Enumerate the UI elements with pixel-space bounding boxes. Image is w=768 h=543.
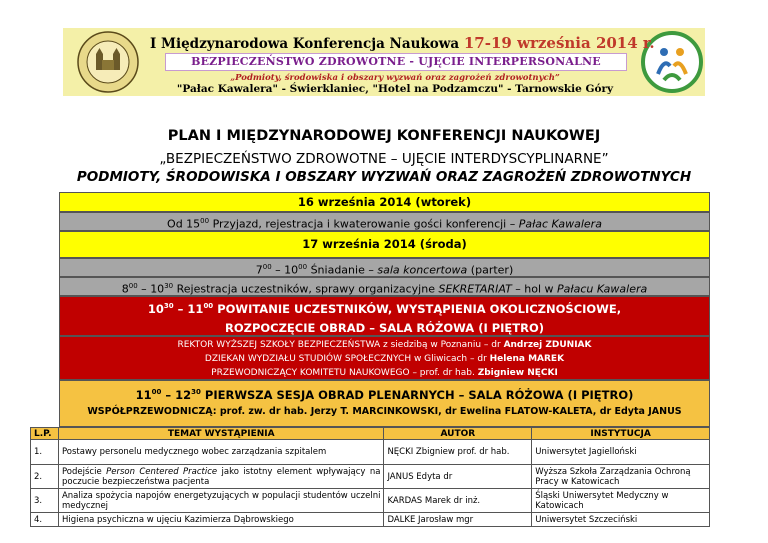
banner-title bbox=[150, 34, 655, 52]
session1-bar bbox=[59, 380, 710, 427]
row-number: 2. bbox=[31, 465, 59, 489]
guest-rector-role: REKTOR WYŻSZEJ SZKOŁY BEZPIECZEŃSTWA z siedzibą w Poznaniu – dr bbox=[177, 340, 504, 350]
row-author: KARDAS Marek dr inż. bbox=[384, 489, 532, 513]
plan-title: PLAN I MIĘDZYNARODOWEJ KONFERENCJI NAUKOWEJ bbox=[167, 128, 601, 144]
opening-start-hour: 10 bbox=[147, 301, 164, 316]
col-header-no: L.P. bbox=[31, 428, 59, 440]
breakfast-end-hour: 10 bbox=[284, 263, 299, 277]
breakfast-start-min: 00 bbox=[262, 263, 272, 271]
row-topic-part: jako istotny element wpływający na poczucie bezpieczeństwa pacjenta bbox=[61, 466, 381, 487]
row-topic: Higiena psychiczna w ujęciu Kazimierza Dąbrowskiego bbox=[58, 513, 383, 527]
session1-sep: – bbox=[161, 387, 176, 402]
breakfast-bar bbox=[59, 258, 710, 277]
arrival-minutes: 00 bbox=[200, 217, 210, 225]
reg-start-hour: 8 bbox=[121, 282, 129, 296]
row-topic: Analiza spożycia napojów energetyzujących w populacji studentów uczelni medycznej bbox=[58, 489, 383, 513]
guest-dean bbox=[60, 352, 709, 366]
banner-venue: "Pałac Kawalera" - Świerklaniec, "Hotel na Podzamczu" - Tarnowskie Góry bbox=[176, 83, 614, 95]
row-number: 1. bbox=[31, 440, 59, 465]
arrival-hour: Od 15 bbox=[167, 217, 201, 231]
opening-guests-bar bbox=[59, 336, 710, 380]
opening-end-hour: 11 bbox=[187, 301, 204, 316]
row-number: 3. bbox=[31, 489, 59, 513]
day2-date-bar bbox=[59, 231, 710, 258]
col-header-topic: TEMAT WYSTĄPIENIA bbox=[58, 428, 383, 440]
opening-start-min: 30 bbox=[163, 302, 174, 310]
banner-subtitle: BEZPIECZEŃSTWO ZDROWOTNE - UJĘCIE INTERPERSONALNE bbox=[191, 55, 601, 68]
col-header-author: AUTOR bbox=[384, 428, 532, 440]
guest-chair bbox=[60, 366, 709, 380]
day1-date: 16 września 2014 (wtorek) bbox=[297, 195, 472, 209]
row-institution: Śląski Uniwersytet Medyczny w Katowicach bbox=[532, 489, 710, 513]
guest-rector-name: Andrzej ZDUNIAK bbox=[503, 340, 592, 350]
breakfast-end-min: 00 bbox=[298, 263, 308, 271]
banner-subtitle-box bbox=[165, 53, 627, 71]
reg-secretariat: SEKRETARIAT bbox=[438, 282, 512, 296]
guest-dean-role: DZIEKAN WYDZIAŁU STUDIÓW SPOŁECZNYCH w Gliwicach – dr bbox=[204, 354, 490, 364]
breakfast-place: sala koncertowa bbox=[377, 263, 468, 277]
opening-sep: – bbox=[173, 301, 188, 316]
guest-dean-name: Helena MAREK bbox=[489, 354, 565, 364]
presentations-table bbox=[30, 427, 710, 527]
session1-title: PIERWSZA SESJA OBRAD PLENARNYCH – SALA RÓŻOWA (I PIĘTRO) bbox=[200, 387, 634, 402]
day1-arrival-bar bbox=[59, 212, 710, 231]
opening-title-2: ROZPOCZĘCIE OBRAD – SALA RÓŻOWA (I PIĘTRO) bbox=[224, 320, 545, 335]
opening-line1 bbox=[60, 297, 709, 319]
guest-rector bbox=[60, 338, 709, 352]
breakfast-floor: (parter) bbox=[467, 263, 514, 277]
arrival-place: Pałac Kawalera bbox=[518, 217, 602, 231]
breakfast-text: Śniadanie – bbox=[307, 263, 378, 277]
plan-subtitle: „BEZPIECZEŃSTWO ZDROWOTNE – UJĘCIE INTERDYSCYPLINARNE” bbox=[159, 151, 609, 167]
opening-bar bbox=[59, 296, 710, 336]
banner-quote: „Podmioty, środowiska i obszary wyzwań oraz zagrożeń zdrowotnych” bbox=[230, 73, 560, 83]
reg-tail: – hol w bbox=[511, 282, 558, 296]
banner-title-dates: 17-19 września 2014 r. bbox=[463, 34, 655, 52]
session1-title-line bbox=[60, 383, 709, 404]
row-number: 4. bbox=[31, 513, 59, 527]
session1-end-min: 30 bbox=[191, 388, 201, 396]
breakfast-start-hour: 7 bbox=[255, 263, 263, 277]
registration-bar bbox=[59, 277, 710, 296]
row-topic-part: Podejście bbox=[61, 466, 107, 477]
arrival-text: Przyjazd, rejestracja i kwaterowanie gości konferencji – bbox=[209, 217, 519, 231]
row-author: JANUS Edyta dr bbox=[384, 465, 532, 489]
col-header-institution: INSTYTUCJA bbox=[532, 428, 710, 440]
row-topic: Postawy personelu medycznego wobec zarządzania szpitalem bbox=[58, 440, 383, 465]
session1-start-min: 00 bbox=[151, 388, 162, 396]
day1-date-bar bbox=[59, 192, 710, 212]
table-header-row bbox=[31, 428, 710, 440]
reg-end-hour: 10 bbox=[150, 282, 165, 296]
row-topic bbox=[58, 465, 383, 489]
table-row bbox=[31, 440, 710, 465]
reg-end-min: 30 bbox=[164, 282, 174, 290]
row-author: NĘCKI Zbigniew prof. dr hab. bbox=[384, 440, 532, 465]
table-row bbox=[31, 513, 710, 527]
reg-start-min: 00 bbox=[128, 282, 138, 290]
guest-chair-role: PRZEWODNICZĄCY KOMITETU NAUKOWEGO – prof. dr hab. bbox=[211, 368, 478, 378]
session1-end-hour: 12 bbox=[175, 387, 192, 402]
row-institution: Uniwersytet Jagielloński bbox=[532, 440, 710, 465]
table-row bbox=[31, 489, 710, 513]
row-institution: Uniwersytet Szczeciński bbox=[532, 513, 710, 527]
reg-sep: – bbox=[137, 282, 151, 296]
session1-chairs: WSPÓŁPRZEWODNICZĄ: prof. zw. dr hab. Jerzy T. MARCINKOWSKI, dr Ewelina FLATOW-KALETA, dr Edyta JANUS bbox=[87, 405, 682, 417]
reg-text: Rejestracja uczestników, sprawy organizacyjne bbox=[173, 282, 439, 296]
row-topic-emphasis: Person Centered Practice bbox=[106, 466, 218, 477]
guest-chair-name: Zbigniew NĘCKI bbox=[477, 368, 558, 378]
session1-start-hour: 11 bbox=[135, 387, 152, 402]
row-institution: Wyższa Szkoła Zarządzania Ochroną Pracy w Katowicach bbox=[532, 465, 710, 489]
day2-date: 17 września 2014 (środa) bbox=[302, 237, 467, 251]
reg-place: Pałacu Kawalera bbox=[557, 282, 648, 296]
opening-title-1: POWITANIE UCZESTNIKÓW, WYSTĄPIENIA OKOLICZNOŚCIOWE, bbox=[213, 301, 622, 316]
university-seal-logo bbox=[66, 30, 150, 94]
breakfast-sep: – bbox=[271, 263, 285, 277]
plan-theme: PODMIOTY, ŚRODOWISKA I OBSZARY WYZWAŃ ORAZ ZAGROŻEŃ ZDROWOTNYCH bbox=[76, 169, 692, 185]
banner-title-prefix: I Międzynarodowa Konferencja Naukowa bbox=[150, 36, 460, 52]
opening-end-min: 00 bbox=[203, 302, 214, 310]
row-author: DALKE Jarosław mgr bbox=[384, 513, 532, 527]
table-row bbox=[31, 465, 710, 489]
